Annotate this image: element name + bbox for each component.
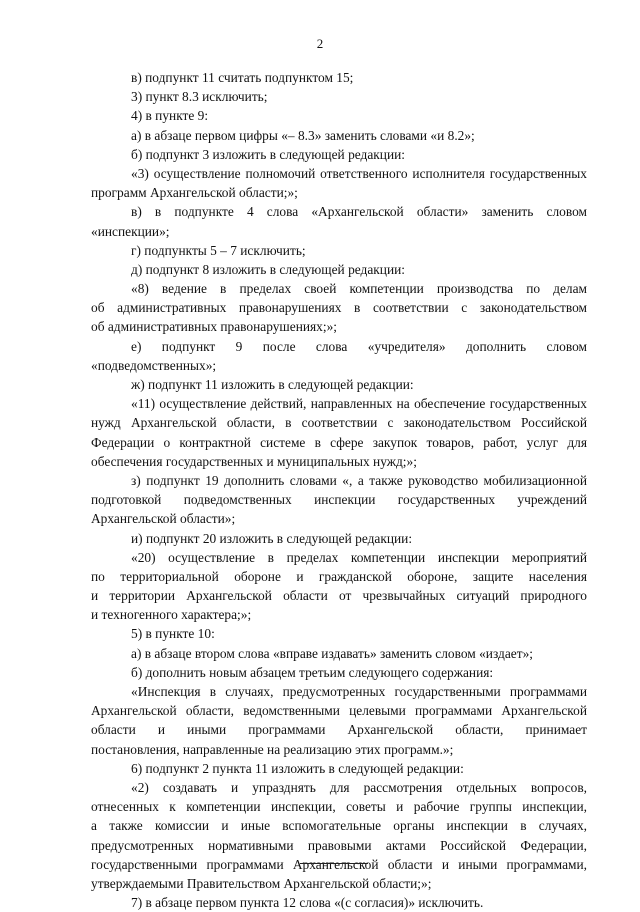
text-line: об административных правонарушениях в соответствии с законодательством [91, 300, 587, 316]
text-line: по территориальной обороне и гражданской обороне, защите населения [91, 568, 587, 584]
text-line: а) в абзаце первом цифры «– 8.3» заменить словами «и 8.2»; [131, 127, 475, 143]
text-line: «11) осуществление действий, направленных на обеспечение государственных [131, 396, 587, 412]
text-line: д) подпункт 8 изложить в следующей редакции: [131, 261, 406, 277]
text-line: «инспекции»; [91, 223, 170, 239]
text-line: и территории Архангельской области от чрезвычайных ситуаций природного [91, 588, 587, 604]
text-line: «20) осуществление в пределах компетенции инспекции мероприятий [131, 549, 587, 565]
text-line: Архангельской области, ведомственными целевыми программами Архангельской [91, 703, 587, 719]
text-line: государственными программами Архангельской области и иными программами, [91, 856, 587, 872]
text-line: утверждаемыми Правительством Архангельской области;»; [91, 875, 432, 891]
text-line: в) подпункт 11 считать подпунктом 15; [131, 70, 354, 85]
text-line: а) в абзаце втором слова «вправе издавать» заменить словом «издает»; [131, 645, 533, 661]
text-line: обеспечения государственных и муниципальных нужд;»; [91, 453, 417, 469]
end-separator-line [300, 863, 368, 864]
text-line: б) дополнить новым абзацем третьим следующего содержания: [131, 664, 494, 680]
text-line: 5) в пункте 10: [131, 626, 215, 642]
text-line: постановления, направленные на реализацию этих программ.»; [91, 741, 454, 757]
text-line: подготовкой подведомственных инспекции государственных учреждений [91, 492, 587, 508]
page-number: 2 [316, 36, 324, 51]
text-line: б) подпункт 3 изложить в следующей редакции: [131, 146, 406, 162]
text-line: в) в подпункте 4 слова «Архангельской области» заменить словом [131, 204, 587, 220]
text-line: программ Архангельской области;»; [91, 185, 298, 201]
text-line: е) подпункт 9 после слова «учредителя» дополнить словом [131, 338, 587, 354]
text-line: Федерации о контрактной системе в сфере закупок товаров, работ, услуг для [91, 434, 587, 450]
text-line: «3) осуществление полномочий ответственного исполнителя государственных [131, 165, 587, 181]
text-line: а также комиссии и иные вспомогательные органы инспекции в случаях, [91, 818, 587, 834]
text-line: 4) в пункте 9: [131, 108, 209, 124]
text-line: и) подпункт 20 изложить в следующей редакции: [131, 530, 413, 546]
text-line: 6) подпункт 2 пункта 11 изложить в следующей редакции: [131, 760, 464, 776]
text-line: «Инспекция в случаях, предусмотренных государственными программами [131, 684, 587, 699]
text-line: нужд Архангельской области, в соответствии с законодательством Российской [91, 415, 587, 431]
text-line: Архангельской области»; [91, 511, 236, 527]
text-line: з) подпункт 19 дополнить словами «, а также руководство мобилизационной [131, 472, 587, 488]
text-line: 7) в абзаце первом пункта 12 слова «(с согласия)» исключить. [131, 895, 484, 911]
text-line: области и иными программами Архангельской области, принимает [91, 722, 587, 738]
text-line: «подведомственных»; [91, 357, 217, 373]
text-line: 3) пункт 8.3 исключить; [131, 89, 268, 105]
document-body [91, 68, 587, 912]
text-line: об административных правонарушениях;»; [91, 319, 338, 335]
text-line: г) подпункты 5 – 7 исключить; [131, 242, 306, 258]
text-line: «8) ведение в пределах своей компетенции производства по делам [131, 281, 587, 297]
text-line: «2) создавать и упразднять для рассмотрения отдельных вопросов, [131, 779, 587, 795]
text-line: и техногенного характера;»; [91, 607, 252, 623]
text-line: ж) подпункт 11 изложить в следующей редакции: [131, 377, 414, 392]
text-line: предусмотренных нормативными правовыми актами Российской Федерации, [91, 837, 587, 853]
text-line: отнесенных к компетенции инспекции, советы и рабочие группы инспекции, [91, 799, 587, 815]
